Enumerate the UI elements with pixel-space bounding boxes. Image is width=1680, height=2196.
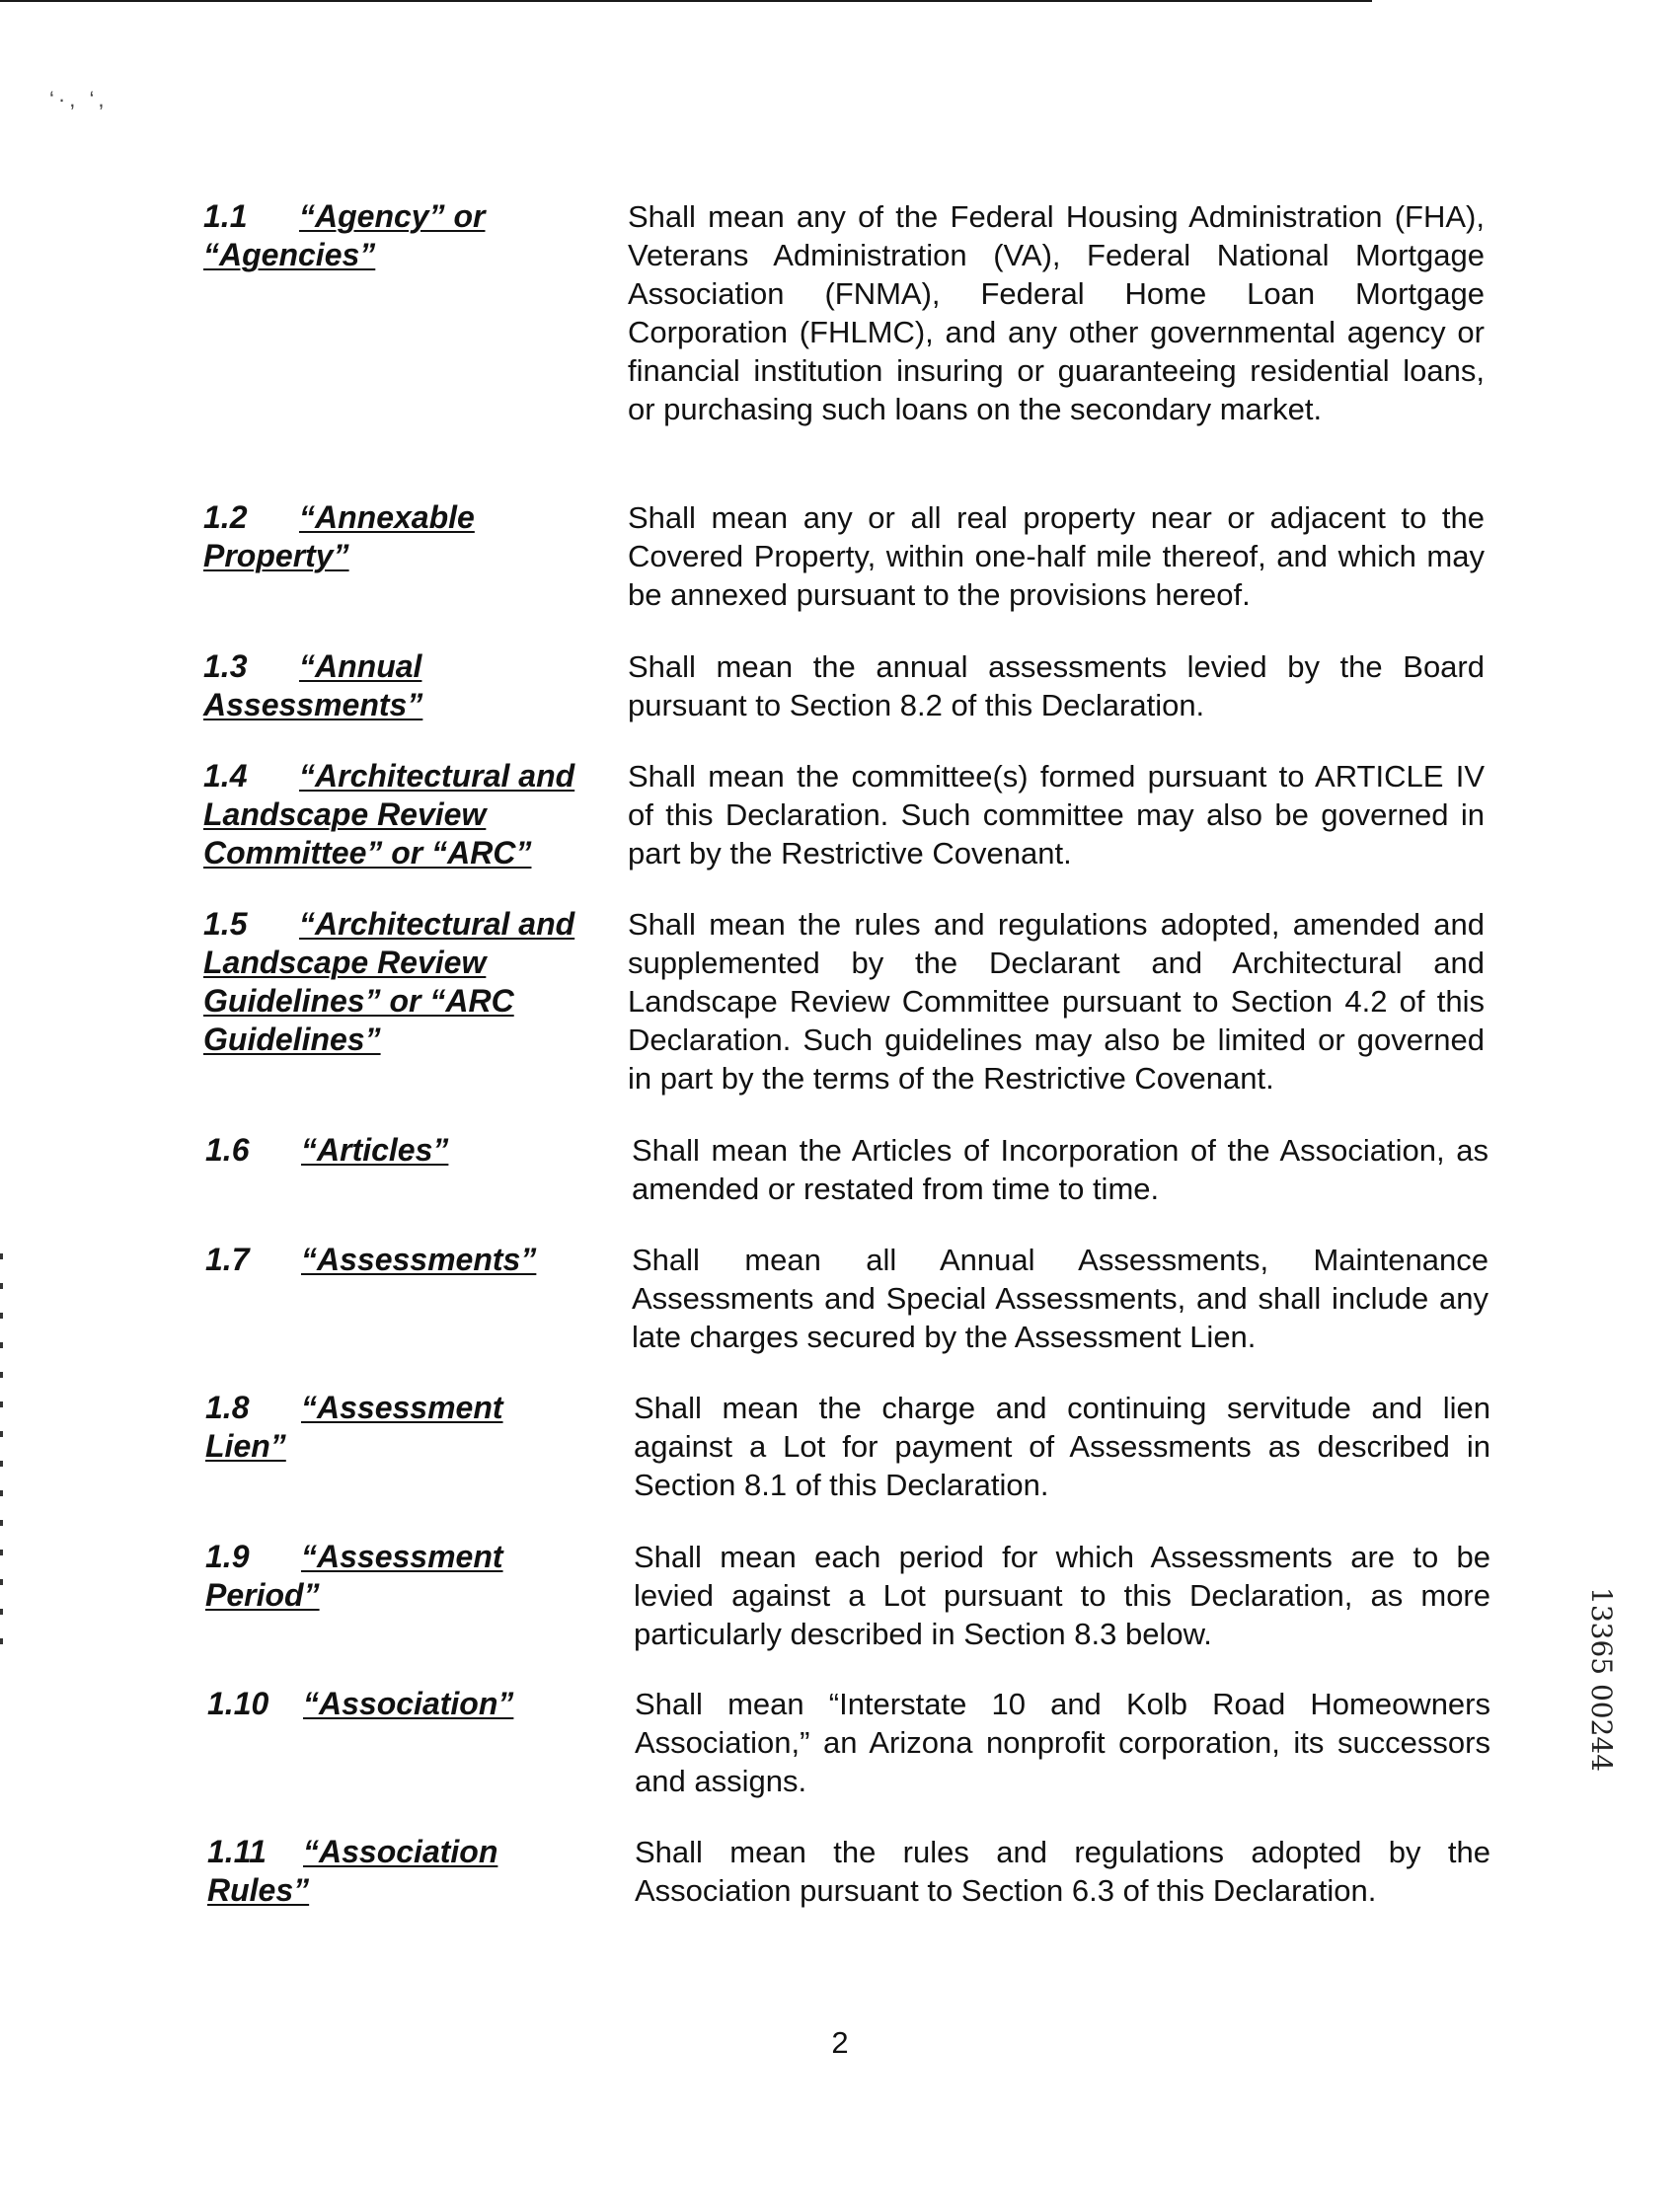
definition-term: 1.11 “Association Rules”: [207, 1834, 498, 1908]
margin-stamp-text: 13365 00244: [1585, 1587, 1618, 1773]
scan-specks: ‘·, ‘,: [49, 87, 109, 112]
definition-text: Shall mean any or all real property near or adjacent to the Covered Property, within one-half mile thereof, and which may be annexed pursuant to the provisions hereof.: [628, 500, 1485, 612]
definition-text: Shall mean the Articles of Incorporation of the Association, as amended or restated from time to time.: [632, 1133, 1489, 1206]
definition-text: Shall mean each period for which Assessments are to be levied against a Lot pursuant to this Declaration, as more particularly described in Section 8.3 below.: [634, 1540, 1490, 1651]
definition-text: Shall mean the committee(s) formed pursuant to ARTICLE IV of this Declaration. Such committee may also be governed in part by the Restrictive Covenant.: [628, 759, 1485, 871]
definition-text: Shall mean any of the Federal Housing Administration (FHA), Veterans Administration (VA), Federal National Mortgage Association (FNMA), Federal Home Loan Mortgage Corporation (FHLMC), and any other governmental agency or financial institution insuring or guaranteeing residential loans, or purchasing such loans on the secondary market.: [628, 199, 1485, 426]
definition-term: 1.9 “Assessment Period”: [205, 1539, 503, 1613]
definition-text: Shall mean all Annual Assessments, Maintenance Assessments and Special Assessments, and shall include any late charges secured by the Assessment Lien.: [632, 1243, 1489, 1354]
definition-text: Shall mean the charge and continuing servitude and lien against a Lot for payment of Assessments as described in Section 8.1 of this Declaration.: [634, 1391, 1490, 1502]
scan-top-edge: [0, 0, 1372, 2]
page-number: 2: [831, 2025, 849, 2060]
scan-left-edge-marks: [0, 1253, 3, 1668]
definition-term: 1.5 “Architectural and Landscape Review Guidelines” or “ARC Guidelines”: [203, 906, 575, 1057]
definition-term: 1.4 “Architectural and Landscape Review Committee” or “ARC”: [203, 758, 575, 871]
definition-text: Shall mean “Interstate 10 and Kolb Road Homeowners Association,” an Arizona nonprofit corporation, its successors and assigns.: [635, 1687, 1490, 1798]
definition-term: 1.1 “Agency” or “Agencies”: [203, 198, 486, 272]
definition-text: Shall mean the annual assessments levied by the Board pursuant to Section 8.2 of this Declaration.: [628, 649, 1485, 722]
definition-text: Shall mean the rules and regulations adopted, amended and supplemented by the Declarant and Architectural and Landscape Review Committee pursuant to Section 4.2 of this Declaration. Such guidelines may also be limited or governed in part by the terms of the Restrictive Covenant.: [628, 907, 1485, 1096]
definition-term: 1.8 “Assessment Lien”: [205, 1390, 503, 1464]
definition-term: 1.2 “Annexable Property”: [203, 499, 475, 573]
definition-term: 1.7 “Assessments”: [205, 1242, 537, 1277]
margin-docket-stamp: [1587, 1587, 1627, 1772]
definition-term: 1.6 “Articles”: [205, 1132, 449, 1168]
definition-term: 1.3 “Annual Assessments”: [203, 648, 423, 722]
definition-text: Shall mean the rules and regulations adopted by the Association pursuant to Section 6.3 of this Declaration.: [635, 1835, 1490, 1908]
definition-term: 1.10 “Association”: [207, 1686, 514, 1721]
